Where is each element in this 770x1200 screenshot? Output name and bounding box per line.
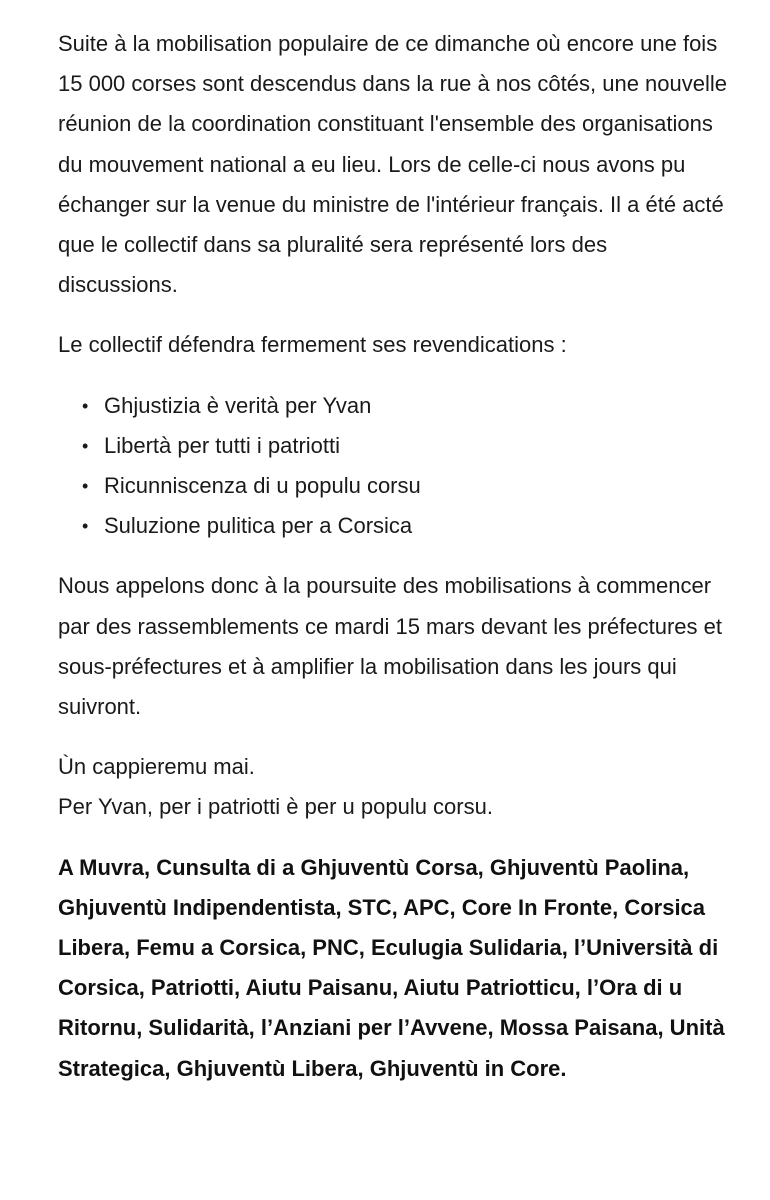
demand-text: Ghjustizia è verità per Yvan xyxy=(104,392,372,418)
list-item xyxy=(82,506,733,546)
closing-block xyxy=(58,747,733,827)
list-item xyxy=(82,466,733,506)
closing-line: Ùn cappieremu mai. xyxy=(58,754,255,780)
list-item xyxy=(82,426,733,466)
call-to-action-paragraph: Nous appelons donc à la poursuite des mobilisations à commencer par des rassemblements ce mardi 15 mars devant les préfectures et sous-préfectures et à amplifier la mobilisation dans les jours qui suivront. xyxy=(58,573,722,720)
closing-line: Per Yvan, per i patriotti è per u populu corsu. xyxy=(58,794,493,820)
bullet-icon: • xyxy=(82,476,89,497)
document-body xyxy=(58,24,733,1089)
intro-paragraph: Suite à la mobilisation populaire de ce dimanche où encore une fois 15 000 corses sont descendus dans la rue à nos côtés, une nouvelle réunion de la coordination constituant l'ensemble des organisations du mouvement national a eu lieu. Lors de celle-ci nous avons pu échanger sur la venue du ministre de l'intérieur français. Il a été acté que le collectif dans sa pluralité sera représenté lors des discussions. xyxy=(58,31,728,298)
signatories-list: A Muvra, Cunsulta di a Ghjuventù Corsa, Ghjuventù Paolina, Ghjuventù Indipendentista, STC, APC, Core In Fronte, Corsica Libera, Femu a Corsica, PNC, Eculugia Sulidaria, l’Università di Corsica, Patriotti, Aiutu Paisanu, Aiutu Patriotticu, l’Ora di u Ritornu, Sulidarità, l’Anziani per l’Avvene, Mossa Paisana, Unità Strategica, Ghjuventù Libera, Ghjuventù in Core. xyxy=(58,854,725,1081)
list-item xyxy=(82,386,733,426)
demand-text: Ricunniscenza di u populu corsu xyxy=(104,473,421,499)
demand-text: Libertà per tutti i patriotti xyxy=(104,432,341,458)
bullet-icon: • xyxy=(82,516,89,537)
bullet-icon: • xyxy=(82,435,89,456)
demand-text: Suluzione pulitica per a Corsica xyxy=(104,513,413,539)
demands-intro: Le collectif défendra fermement ses revendications : xyxy=(58,332,567,358)
bullet-icon: • xyxy=(82,395,89,416)
demands-list xyxy=(58,386,733,547)
